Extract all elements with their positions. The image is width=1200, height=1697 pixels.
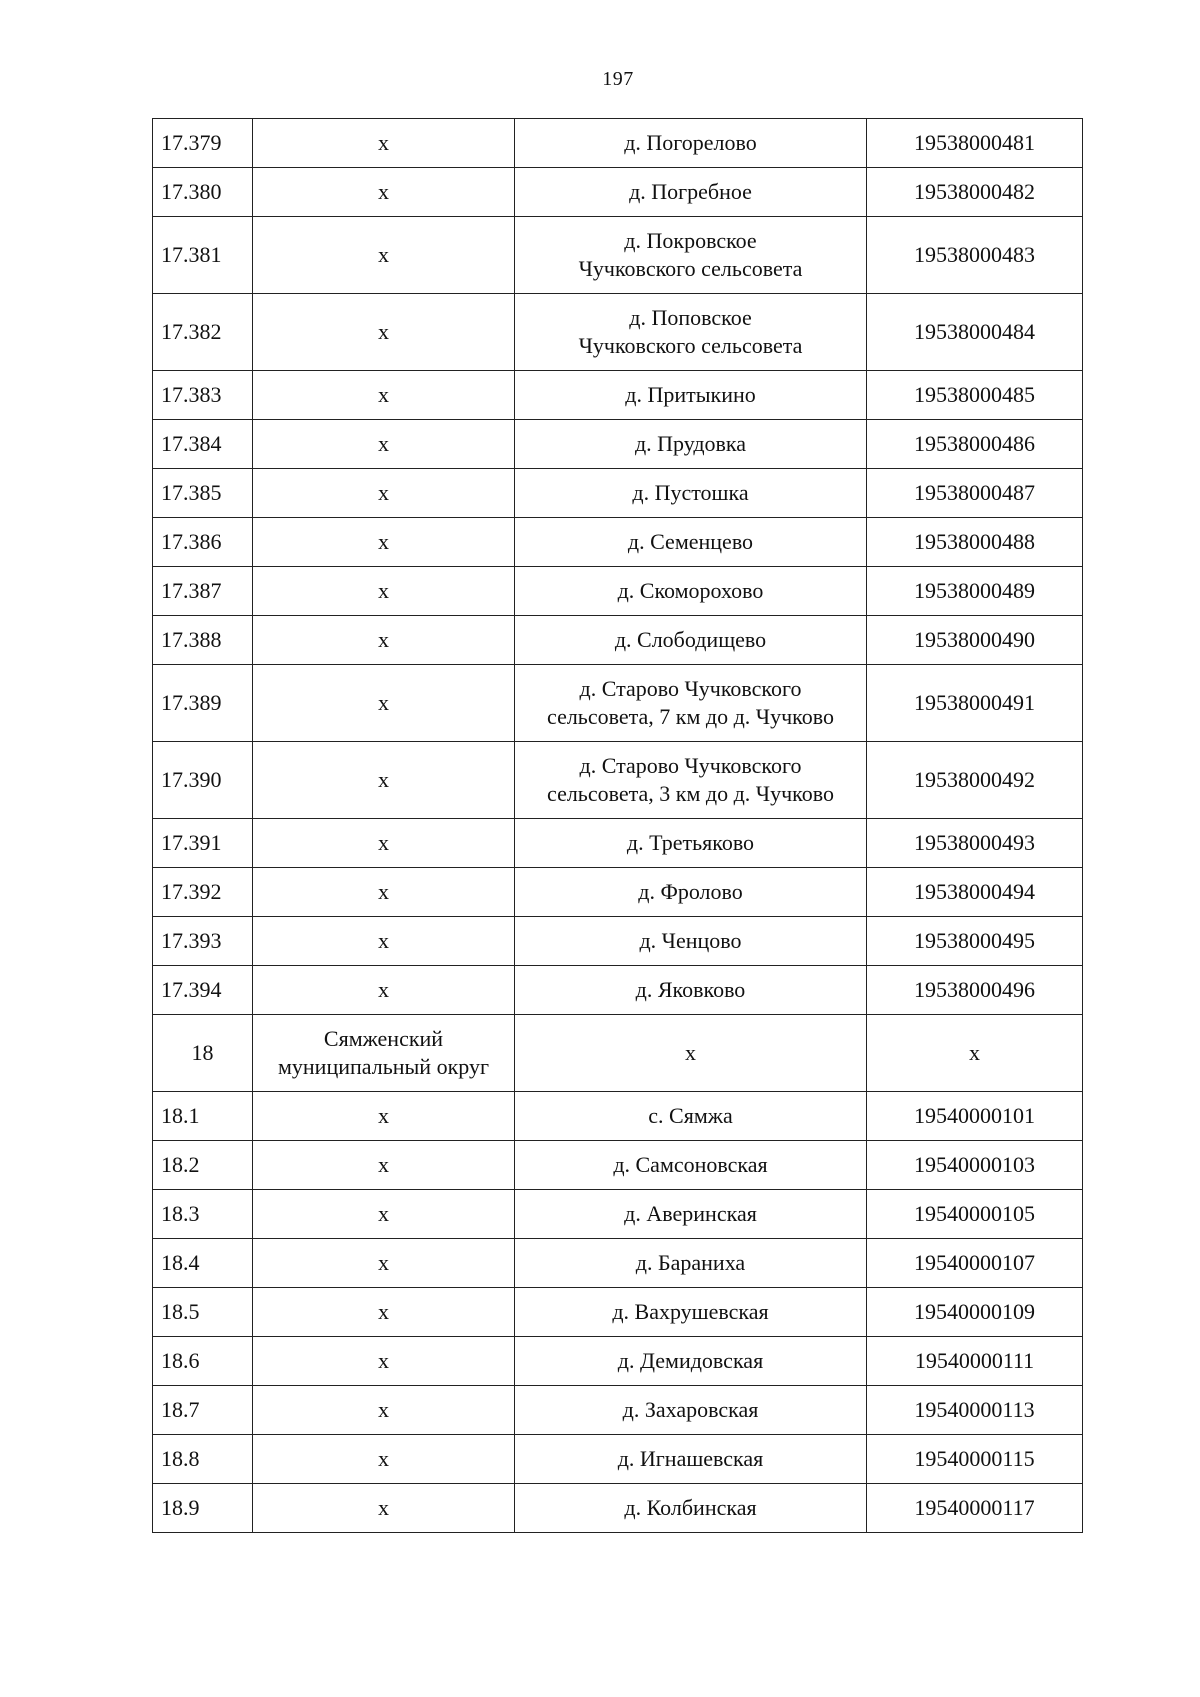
row-number-cell: 18.6: [153, 1337, 253, 1386]
table-row: [153, 1288, 1083, 1337]
table-row: [153, 616, 1083, 665]
settlement-name-cell: д. Бараниха: [515, 1239, 867, 1288]
municipality-name-cell: х: [253, 294, 515, 371]
table-row: [153, 1435, 1083, 1484]
municipality-name-cell: х: [253, 1092, 515, 1141]
table-row: [153, 868, 1083, 917]
row-number-cell: 18.1: [153, 1092, 253, 1141]
settlement-name-cell: д. Игнашевская: [515, 1435, 867, 1484]
municipality-name-cell: х: [253, 616, 515, 665]
settlement-name-cell: [515, 217, 867, 294]
settlement-name-cell: с. Сямжа: [515, 1092, 867, 1141]
oktmo-code-cell: 19540000103: [867, 1141, 1083, 1190]
settlement-name-line: Чучковского сельсовета: [578, 333, 803, 358]
settlement-name-cell: д. Погорелово: [515, 119, 867, 168]
settlement-name-cell: д. Скоморохово: [515, 567, 867, 616]
oktmo-code-cell: 19540000113: [867, 1386, 1083, 1435]
municipality-name-cell: х: [253, 1484, 515, 1533]
table-row: [153, 567, 1083, 616]
settlement-name-cell: д. Фролово: [515, 868, 867, 917]
row-number-cell: 17.394: [153, 966, 253, 1015]
municipality-name-cell: х: [253, 819, 515, 868]
oktmo-code-cell: 19538000481: [867, 119, 1083, 168]
settlement-name-cell: д. Колбинская: [515, 1484, 867, 1533]
row-number-cell: 17.385: [153, 469, 253, 518]
municipality-name-line: Сямженский: [323, 1026, 444, 1051]
table-row: [153, 217, 1083, 294]
row-number-cell: 17.379: [153, 119, 253, 168]
settlement-name-cell: д. Ченцово: [515, 917, 867, 966]
table-row: [153, 1141, 1083, 1190]
row-number-cell: 17.389: [153, 665, 253, 742]
municipality-name-cell: х: [253, 119, 515, 168]
row-number-cell: 18.9: [153, 1484, 253, 1533]
row-number-cell: 17.384: [153, 420, 253, 469]
table-row: [153, 665, 1083, 742]
settlement-name-line: д. Старово Чучковского: [579, 676, 802, 701]
municipality-name-cell: х: [253, 1386, 515, 1435]
settlement-name-line: д. Старово Чучковского: [579, 753, 802, 778]
oktmo-code-cell: 19540000111: [867, 1337, 1083, 1386]
row-number-cell: 17.388: [153, 616, 253, 665]
row-number-cell: 18.5: [153, 1288, 253, 1337]
settlement-name-line: д. Поповское: [629, 305, 752, 330]
row-number-cell: 18: [153, 1015, 253, 1092]
municipality-name-cell: х: [253, 868, 515, 917]
settlement-name-cell: д. Пустошка: [515, 469, 867, 518]
oktmo-code-cell: 19540000107: [867, 1239, 1083, 1288]
municipality-name-cell: х: [253, 1337, 515, 1386]
table-row: [153, 1337, 1083, 1386]
municipality-name-cell: х: [253, 966, 515, 1015]
row-number-cell: 17.392: [153, 868, 253, 917]
oktmo-code-cell: 19538000495: [867, 917, 1083, 966]
municipality-name-cell: х: [253, 1435, 515, 1484]
settlement-name-cell: д. Прудовка: [515, 420, 867, 469]
municipality-name-cell: х: [253, 567, 515, 616]
settlement-name-line: д. Покровское: [624, 228, 757, 253]
oktmo-code-cell: 19538000485: [867, 371, 1083, 420]
settlement-name-cell: [515, 742, 867, 819]
municipality-name-cell: х: [253, 518, 515, 567]
row-number-cell: 18.8: [153, 1435, 253, 1484]
municipality-name-cell: х: [253, 217, 515, 294]
oktmo-code-cell: 19538000483: [867, 217, 1083, 294]
settlement-name-cell: д. Яковково: [515, 966, 867, 1015]
municipality-name-cell: х: [253, 420, 515, 469]
table-row: [153, 469, 1083, 518]
row-number-cell: 18.4: [153, 1239, 253, 1288]
oktmo-code-cell: 19538000482: [867, 168, 1083, 217]
settlement-name-cell: д. Аверинская: [515, 1190, 867, 1239]
settlement-name-cell: [515, 294, 867, 371]
oktmo-code-cell: 19538000490: [867, 616, 1083, 665]
row-number-cell: 17.382: [153, 294, 253, 371]
oktmo-code-cell: 19540000101: [867, 1092, 1083, 1141]
municipality-name-cell: х: [253, 917, 515, 966]
oktmo-code-cell: 19538000488: [867, 518, 1083, 567]
table-row: [153, 917, 1083, 966]
table-row: [153, 119, 1083, 168]
oktmo-code-cell: 19538000486: [867, 420, 1083, 469]
table-row: [153, 371, 1083, 420]
row-number-cell: 18.7: [153, 1386, 253, 1435]
oktmo-code-cell: 19540000109: [867, 1288, 1083, 1337]
settlement-name-cell: д. Погребное: [515, 168, 867, 217]
settlement-name-line: Чучковского сельсовета: [578, 256, 803, 281]
oktmo-code-cell: 19538000489: [867, 567, 1083, 616]
row-number-cell: 17.381: [153, 217, 253, 294]
oktmo-code-cell: 19538000496: [867, 966, 1083, 1015]
oktmo-code-cell: 19538000491: [867, 665, 1083, 742]
table-row: [153, 1484, 1083, 1533]
settlement-name-cell: д. Притыкино: [515, 371, 867, 420]
table-row: [153, 1092, 1083, 1141]
oktmo-code-cell: 19538000492: [867, 742, 1083, 819]
municipality-name-line: муниципальный округ: [277, 1054, 489, 1079]
table-row: [153, 168, 1083, 217]
oktmo-code-cell: х: [867, 1015, 1083, 1092]
municipality-name-cell: х: [253, 371, 515, 420]
settlement-name-cell: [515, 665, 867, 742]
table-row: [153, 1190, 1083, 1239]
section-row: [153, 1015, 1083, 1092]
table-row: [153, 1386, 1083, 1435]
oktmo-code-cell: 19538000494: [867, 868, 1083, 917]
table-body: [153, 119, 1083, 1533]
municipality-name-cell: х: [253, 1141, 515, 1190]
oktmo-code-cell: 19538000487: [867, 469, 1083, 518]
settlement-name-cell: д. Самсоновская: [515, 1141, 867, 1190]
table-row: [153, 1239, 1083, 1288]
row-number-cell: 17.390: [153, 742, 253, 819]
row-number-cell: 17.386: [153, 518, 253, 567]
row-number-cell: 17.380: [153, 168, 253, 217]
table-row: [153, 294, 1083, 371]
settlement-registry-table: [152, 118, 1083, 1533]
row-number-cell: 18.2: [153, 1141, 253, 1190]
municipality-name-cell: х: [253, 665, 515, 742]
settlement-name-cell: д. Захаровская: [515, 1386, 867, 1435]
row-number-cell: 17.393: [153, 917, 253, 966]
table-row: [153, 420, 1083, 469]
settlement-name-cell: д. Демидовская: [515, 1337, 867, 1386]
table-row: [153, 518, 1083, 567]
municipality-name-cell: [253, 1015, 515, 1092]
oktmo-code-cell: 19540000117: [867, 1484, 1083, 1533]
settlement-name-cell: д. Слободищево: [515, 616, 867, 665]
municipality-name-cell: х: [253, 1288, 515, 1337]
settlement-name-cell: д. Семенцево: [515, 518, 867, 567]
row-number-cell: 17.383: [153, 371, 253, 420]
settlement-name-cell: д. Третьяково: [515, 819, 867, 868]
municipality-name-cell: х: [253, 1239, 515, 1288]
row-number-cell: 17.391: [153, 819, 253, 868]
oktmo-code-cell: 19540000105: [867, 1190, 1083, 1239]
municipality-name-cell: х: [253, 1190, 515, 1239]
table-row: [153, 742, 1083, 819]
settlement-name-cell: д. Вахрушевская: [515, 1288, 867, 1337]
municipality-name-cell: х: [253, 742, 515, 819]
municipality-name-cell: х: [253, 168, 515, 217]
row-number-cell: 17.387: [153, 567, 253, 616]
settlement-name-cell: х: [515, 1015, 867, 1092]
row-number-cell: 18.3: [153, 1190, 253, 1239]
municipality-name-cell: х: [253, 469, 515, 518]
page-number: 197: [602, 68, 634, 90]
oktmo-code-cell: 19538000484: [867, 294, 1083, 371]
table-row: [153, 819, 1083, 868]
oktmo-code-cell: 19538000493: [867, 819, 1083, 868]
table-row: [153, 966, 1083, 1015]
settlement-name-line: сельсовета, 3 км до д. Чучково: [547, 781, 834, 806]
oktmo-code-cell: 19540000115: [867, 1435, 1083, 1484]
settlement-name-line: сельсовета, 7 км до д. Чучково: [547, 704, 834, 729]
